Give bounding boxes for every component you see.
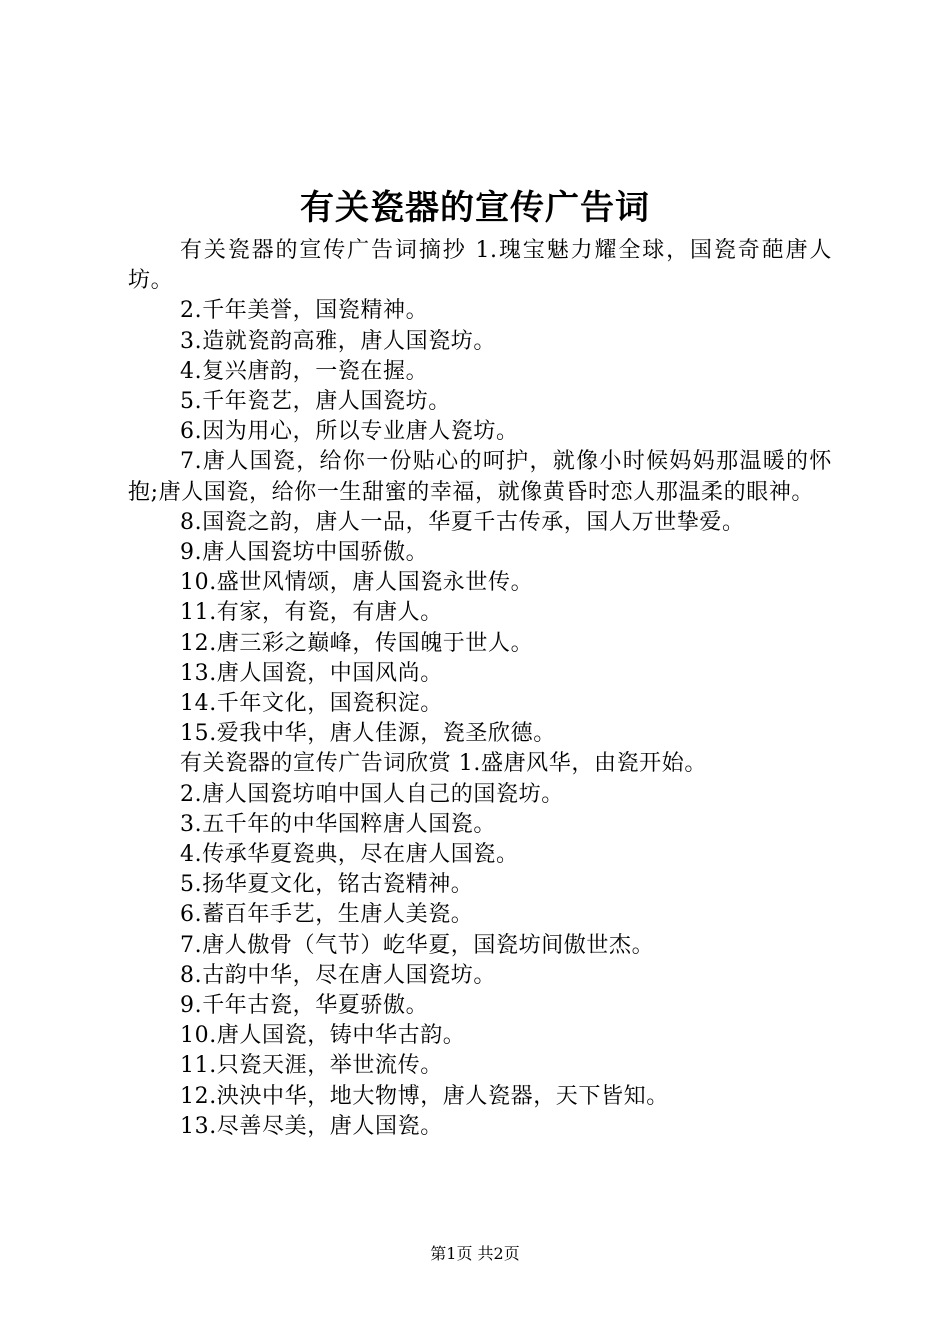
paragraph: 2.千年美誉，国瓷精神。 [180,298,429,324]
paragraph: 8.古韵中华，尽在唐人国瓷坊。 [180,962,496,988]
paragraph: 14.千年文化，国瓷积淀。 [180,691,443,717]
paragraph: 2.唐人国瓷坊咱中国人自己的国瓷坊。 [180,781,564,807]
document-title: 有关瓷器的宣传广告词 [300,188,650,228]
page-footer: 第1页 共2页 [430,1244,520,1263]
paragraph: 11.只瓷天涯，举世流传。 [180,1053,443,1079]
paragraph: 6.因为用心，所以专业唐人瓷坊。 [180,419,519,445]
paragraph: 10.唐人国瓷，铸中华古韵。 [180,1023,466,1049]
paragraph: 4.复兴唐韵，一瓷在握。 [180,358,429,384]
paragraph: 7.唐人国瓷，给你一份贴心的呵护，就像小时候妈妈那温暖的怀抱;唐人国瓷，给你一生甜蜜的幸福，就像黄昏时恋人那温柔的眼神。 [128,449,832,505]
paragraph: 15.爱我中华，唐人佳源，瓷圣欣德。 [180,721,556,747]
paragraph: 12.泱泱中华，地大物博，唐人瓷器，天下皆知。 [180,1083,669,1109]
document-body [128,236,832,1142]
paragraph: 10.盛世风情颂，唐人国瓷永世传。 [180,570,534,596]
paragraph: 8.国瓷之韵，唐人一品，华夏千古传承，国人万世挚爱。 [180,509,745,535]
paragraph: 5.扬华夏文化，铭古瓷精神。 [180,872,474,898]
paragraph: 3.造就瓷韵高雅，唐人国瓷坊。 [180,328,496,354]
paragraph: 3.五千年的中华国粹唐人国瓷。 [180,811,496,837]
paragraph: 13.尽善尽美，唐人国瓷。 [180,1113,443,1139]
paragraph: 9.唐人国瓷坊中国骄傲。 [180,540,429,566]
paragraph: 12.唐三彩之巅峰，传国魄于世人。 [180,630,534,656]
paragraph: 9.千年古瓷，华夏骄傲。 [180,993,429,1019]
paragraph: 7.唐人傲骨（气节）屹华夏，国瓷坊间傲世杰。 [180,932,655,958]
paragraph-intro-excerpt: 有关瓷器的宣传广告词摘抄 1.瑰宝魅力耀全球，国瓷奇葩唐人坊。 [128,238,832,294]
paragraph-intro-appreciation: 有关瓷器的宣传广告词欣赏 1.盛唐风华，由瓷开始。 [180,751,707,777]
paragraph: 13.唐人国瓷，中国风尚。 [180,660,443,686]
paragraph: 5.千年瓷艺，唐人国瓷坊。 [180,389,451,415]
paragraph: 6.蓄百年手艺，生唐人美瓷。 [180,902,474,928]
paragraph: 4.传承华夏瓷典，尽在唐人国瓷。 [180,842,519,868]
paragraph: 11.有家，有瓷，有唐人。 [180,600,443,626]
